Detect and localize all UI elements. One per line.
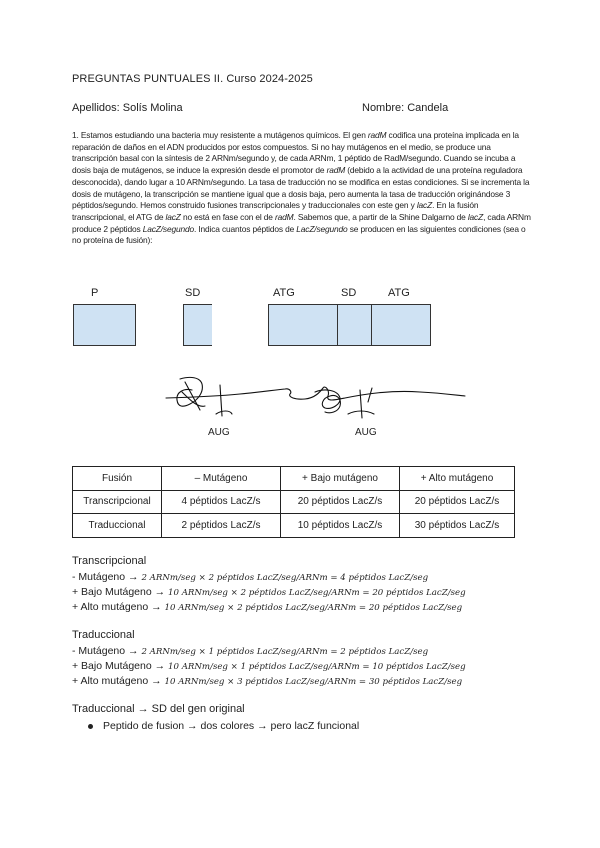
table-header-row <box>73 467 515 491</box>
table-cell: 4 péptidos LacZ/s <box>162 490 281 514</box>
question-text: 1. Estamos estudiando una bacteria muy resistente a mutágenos químicos. El gen radM codifica una proteína implicada en la reparación de daños en el ADN producidos por estos compuestos. Si no hay mutágenos en el medio, se produce una transcripción basal con la síntesis de 2 ARNm/segundo y, de cada ARNm, 1 péptido de RadM/segundo. Cuando se incuba a dosis baja de mutágenos, se induce la expresión desde el promotor de radM (debido a la actividad de una proteína reguladora desconocida), dando lugar a 10 ARNm/segundo. La tasa de traducción no se modifica en estas condiciones. Si se incrementa la dosis de mutágeno, la transcripción se mantiene igual que a dosis baja, pero aumenta la tasa de traducción originándose 3 péptidos/segundo. Hemos construido fusiones transcripcionales y traduccionales con este gen y lacZ. En la fusión transcripcional, el ATG de lacZ no está en fase con el de radM. Sabemos que, a partir de la Shine Dalgarno de lacZ, cada ARNm produce 2 péptidos LacZ/segundo. Indica cuantos péptidos de LacZ/segundo se producen en las siguientes condiciones (sea o no proteína de fusión): <box>72 130 531 246</box>
gene-name: radM <box>367 130 387 140</box>
calc-line: + Bajo Mutágeno → 10 ARNm/seg × 2 péptidos LacZ/seg/ARNm = 20 péptidos LacZ/seg <box>72 586 466 598</box>
gene-name: lacZ <box>165 211 181 222</box>
atg-box <box>268 304 338 346</box>
table-header: + Alto mutágeno <box>400 467 515 491</box>
table-row <box>73 514 515 538</box>
diagram-label-promoter: P <box>91 287 99 299</box>
table-row <box>73 490 515 514</box>
calc-line: + Alto mutágeno → 10 ARNm/seg × 3 péptidos LacZ/seg/ARNm = 30 péptidos LacZ/seg <box>72 675 463 687</box>
gene-name: LacZ/segundo <box>142 223 194 234</box>
transcripcional-heading: Transcripcional <box>72 555 147 567</box>
formula: 10 ARNm/seg × 2 péptidos LacZ/seg/ARNm = 20 péptidos LacZ/seg <box>168 588 466 598</box>
formula: 10 ARNm/seg × 2 péptidos LacZ/seg/ARNm = 20 péptidos LacZ/seg <box>164 603 463 613</box>
table-cell: 20 péptidos LacZ/s <box>281 490 400 514</box>
diagram-label-atg-2: ATG <box>388 287 410 299</box>
calc-line: + Bajo Mutágeno → 10 ARNm/seg × 1 péptidos LacZ/seg/ARNm = 10 péptidos LacZ/seg <box>72 660 466 672</box>
results-table <box>72 466 515 538</box>
promoter-box <box>73 304 136 346</box>
diagram-label-sd: SD <box>185 287 201 299</box>
calc-line: - Mutágeno → 2 ARNm/seg × 2 péptidos LacZ/seg/ARNm = 4 péptidos LacZ/seg <box>72 571 429 583</box>
apellidos-field: Apellidos: Solís Molina <box>72 102 183 114</box>
aug-label-2: AUG <box>355 427 377 438</box>
table-cell: Traduccional <box>73 514 162 538</box>
table-header: + Bajo mutágeno <box>281 467 400 491</box>
gene-name: LacZ/segundo <box>296 223 348 234</box>
diagram-label-sd-2: SD <box>341 287 357 299</box>
notes-bullet: Peptido de fusion → dos colores → pero lacZ funcional <box>88 720 359 732</box>
formula: 10 ARNm/seg × 1 péptidos LacZ/seg/ARNm = 10 péptidos LacZ/seg <box>168 662 466 672</box>
question-number: 1. <box>72 130 79 140</box>
formula: 2 ARNm/seg × 1 péptidos LacZ/seg/ARNm = 2 péptidos LacZ/seg <box>141 647 429 657</box>
gene-name: radM <box>274 211 294 222</box>
nombre-field: Nombre: Candela <box>362 102 449 114</box>
notes-heading: Traduccional → SD del gen original <box>72 703 245 715</box>
formula: 2 ARNm/seg × 2 péptidos LacZ/seg/ARNm = 4 péptidos LacZ/seg <box>141 573 429 583</box>
diagram-label-atg: ATG <box>273 287 295 299</box>
table-cell: 10 péptidos LacZ/s <box>281 514 400 538</box>
table-header: Fusión <box>73 467 162 491</box>
table-cell: Transcripcional <box>73 490 162 514</box>
aug-label: AUG <box>208 427 230 438</box>
page-title: PREGUNTAS PUNTUALES II. Curso 2024-2025 <box>72 73 313 85</box>
sd-box <box>183 304 212 346</box>
formula: 10 ARNm/seg × 3 péptidos LacZ/seg/ARNm = 30 péptidos LacZ/seg <box>164 677 463 687</box>
gene-name: lacZ <box>416 200 433 211</box>
table-cell: 20 péptidos LacZ/s <box>400 490 515 514</box>
atg-box-2 <box>371 304 431 346</box>
gene-name: radM <box>326 165 346 176</box>
bullet-icon <box>88 724 93 729</box>
sd-box-2 <box>337 304 372 346</box>
traduccional-heading: Traduccional <box>72 629 135 641</box>
calc-line: + Alto mutágeno → 10 ARNm/seg × 2 péptidos LacZ/seg/ARNm = 20 péptidos LacZ/seg <box>72 601 463 613</box>
table-cell: 2 péptidos LacZ/s <box>162 514 281 538</box>
calc-line: - Mutágeno → 2 ARNm/seg × 1 péptidos LacZ/seg/ARNm = 2 péptidos LacZ/seg <box>72 645 429 657</box>
table-header: – Mutágeno <box>162 467 281 491</box>
gene-name: lacZ <box>467 211 484 222</box>
mrna-sketch-drawing <box>160 370 470 430</box>
table-cell: 30 péptidos LacZ/s <box>400 514 515 538</box>
